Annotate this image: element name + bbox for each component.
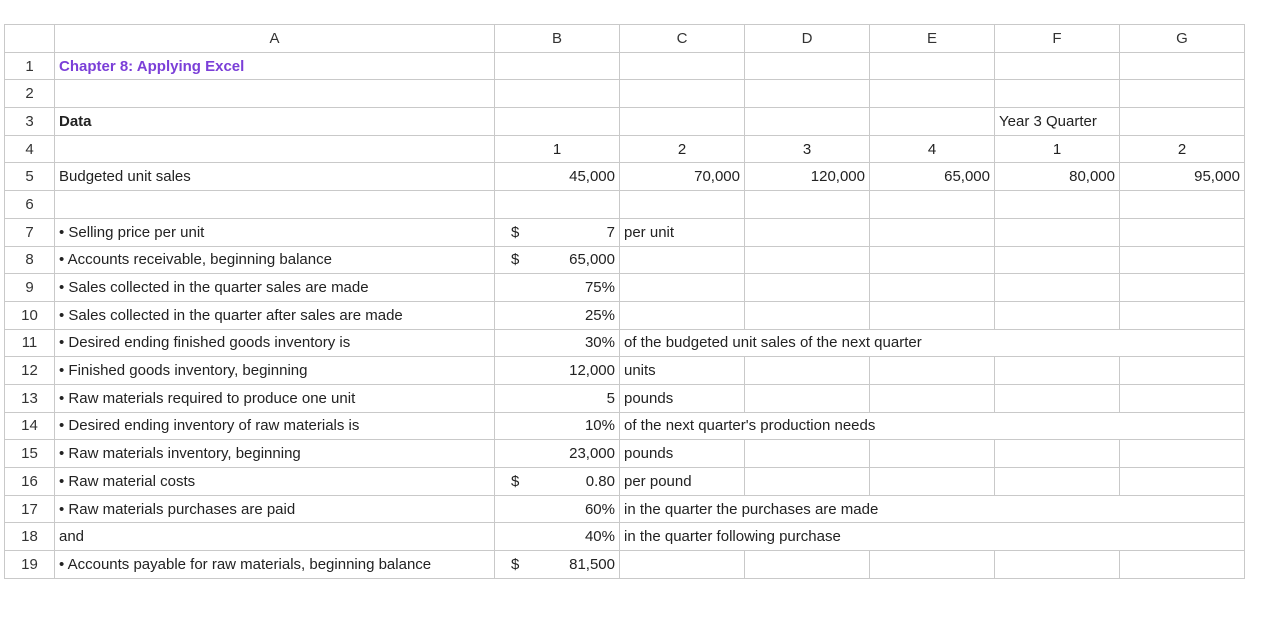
sheet-row <box>5 412 1245 440</box>
column-header-f[interactable]: F <box>995 25 1120 53</box>
cell-item-value[interactable] <box>495 551 620 579</box>
row-header[interactable]: 10 <box>5 301 55 329</box>
cell-item-label[interactable]: • Selling price per unit <box>55 218 495 246</box>
cell[interactable] <box>1120 384 1245 412</box>
cell[interactable] <box>745 440 870 468</box>
cell-budgeted-sales-value[interactable]: 45,000 <box>495 163 620 191</box>
cell[interactable] <box>745 384 870 412</box>
cell[interactable] <box>995 246 1120 274</box>
column-header-d[interactable]: D <box>745 25 870 53</box>
cell-item-value[interactable] <box>495 468 620 496</box>
cell[interactable] <box>1120 218 1245 246</box>
cell-item-value[interactable]: 75% <box>495 274 620 302</box>
item-value: 81,500 <box>569 555 615 573</box>
cell[interactable] <box>745 551 870 579</box>
sheet-row <box>5 135 1245 163</box>
cell[interactable] <box>995 80 1120 108</box>
sheet-row <box>5 301 1245 329</box>
cell[interactable] <box>55 135 495 163</box>
cell-budgeted-sales-value[interactable]: 80,000 <box>995 163 1120 191</box>
sheet-row <box>5 163 1245 191</box>
cell[interactable] <box>620 246 745 274</box>
cell[interactable] <box>745 80 870 108</box>
cell[interactable] <box>1120 274 1245 302</box>
dollar-sign: $ <box>511 223 520 241</box>
cell[interactable] <box>870 108 995 136</box>
cell-item-label[interactable]: • Raw materials purchases are paid <box>55 495 495 523</box>
corner-cell[interactable] <box>5 25 55 53</box>
cell[interactable] <box>870 440 995 468</box>
cell[interactable] <box>995 191 1120 219</box>
column-header-e[interactable]: E <box>870 25 995 53</box>
column-header-row <box>5 25 1245 53</box>
cell-item-value[interactable]: 25% <box>495 301 620 329</box>
sheet-row <box>5 440 1245 468</box>
row-header[interactable]: 12 <box>5 357 55 385</box>
sheet-row <box>5 468 1245 496</box>
cell[interactable] <box>995 384 1120 412</box>
sheet-row <box>5 523 1245 551</box>
cell[interactable] <box>995 301 1120 329</box>
cell-item-value[interactable] <box>495 218 620 246</box>
cell-item-value[interactable]: 30% <box>495 329 620 357</box>
cell[interactable] <box>995 52 1120 80</box>
cell-item-label[interactable]: • Sales collected in the quarter sales are made <box>55 274 495 302</box>
cell-quarter-number[interactable]: 2 <box>620 135 745 163</box>
item-value: 7 <box>606 223 615 241</box>
row-header[interactable]: 19 <box>5 551 55 579</box>
cell[interactable] <box>745 218 870 246</box>
cell-item-label[interactable]: • Finished goods inventory, beginning <box>55 357 495 385</box>
cell[interactable] <box>620 108 745 136</box>
cell[interactable] <box>995 218 1120 246</box>
row-header[interactable]: 18 <box>5 523 55 551</box>
row-header[interactable]: 2 <box>5 80 55 108</box>
cell[interactable] <box>495 191 620 219</box>
cell[interactable] <box>495 108 620 136</box>
spreadsheet-grid <box>4 24 1245 579</box>
cell[interactable] <box>745 301 870 329</box>
cell-item-label[interactable]: • Raw materials required to produce one unit <box>55 384 495 412</box>
cell-budgeted-sales-value[interactable]: 95,000 <box>1120 163 1245 191</box>
cell-quarter-number[interactable]: 3 <box>745 135 870 163</box>
row-header[interactable]: 16 <box>5 468 55 496</box>
cell[interactable] <box>1120 108 1245 136</box>
sheet-row <box>5 246 1245 274</box>
cell-budgeted-unit-sales-label[interactable]: Budgeted unit sales <box>55 163 495 191</box>
cell[interactable] <box>870 218 995 246</box>
cell-item-value[interactable]: 10% <box>495 412 620 440</box>
cell[interactable] <box>1120 80 1245 108</box>
column-header-a[interactable]: A <box>55 25 495 53</box>
cell-item-value[interactable]: 40% <box>495 523 620 551</box>
cell-item-value[interactable]: 5 <box>495 384 620 412</box>
cell[interactable] <box>745 357 870 385</box>
cell[interactable] <box>620 551 745 579</box>
cell[interactable] <box>1120 52 1245 80</box>
cell-budgeted-sales-value[interactable]: 65,000 <box>870 163 995 191</box>
dollar-sign: $ <box>511 472 520 490</box>
cell-item-label[interactable]: • Accounts receivable, beginning balance <box>55 246 495 274</box>
cell[interactable] <box>620 191 745 219</box>
cell-f3-year3-quarter[interactable]: Year 3 Quarter <box>995 108 1120 136</box>
sheet-row <box>5 551 1245 579</box>
cell-item-label[interactable]: and <box>55 523 495 551</box>
cell-item-label[interactable]: • Desired ending finished goods inventory is <box>55 329 495 357</box>
row-header[interactable]: 14 <box>5 412 55 440</box>
cell[interactable] <box>995 440 1120 468</box>
cell[interactable] <box>995 357 1120 385</box>
column-header-b[interactable]: B <box>495 25 620 53</box>
cell-item-note[interactable]: in the quarter the purchases are made <box>620 495 1245 523</box>
sheet-row <box>5 52 1245 80</box>
cell[interactable] <box>870 80 995 108</box>
row-header[interactable]: 5 <box>5 163 55 191</box>
cell[interactable] <box>745 52 870 80</box>
cell-item-label[interactable]: • Raw material costs <box>55 468 495 496</box>
row-header[interactable]: 3 <box>5 108 55 136</box>
cell[interactable] <box>1120 440 1245 468</box>
cell-item-note[interactable]: in the quarter following purchase <box>620 523 1245 551</box>
sheet-row <box>5 495 1245 523</box>
column-header-c[interactable]: C <box>620 25 745 53</box>
cell-item-note[interactable]: units <box>620 357 745 385</box>
sheet-row <box>5 274 1245 302</box>
cell[interactable] <box>995 551 1120 579</box>
row-header[interactable]: 7 <box>5 218 55 246</box>
cell[interactable] <box>620 52 745 80</box>
cell[interactable] <box>495 80 620 108</box>
cell-item-label[interactable]: • Sales collected in the quarter after sales are made <box>55 301 495 329</box>
cell[interactable] <box>620 80 745 108</box>
sheet-row <box>5 108 1245 136</box>
cell[interactable] <box>745 246 870 274</box>
row-header[interactable]: 9 <box>5 274 55 302</box>
row-header[interactable]: 15 <box>5 440 55 468</box>
cell-a1-title[interactable]: Chapter 8: Applying Excel <box>55 52 495 80</box>
cell-quarter-number[interactable]: 2 <box>1120 135 1245 163</box>
cell-item-value[interactable]: 23,000 <box>495 440 620 468</box>
row-header[interactable]: 11 <box>5 329 55 357</box>
cell[interactable] <box>995 468 1120 496</box>
sheet-row <box>5 329 1245 357</box>
cell[interactable] <box>495 52 620 80</box>
cell-quarter-number[interactable]: 1 <box>995 135 1120 163</box>
row-header[interactable]: 4 <box>5 135 55 163</box>
column-header-g[interactable]: G <box>1120 25 1245 53</box>
sheet-row <box>5 191 1245 219</box>
cell[interactable] <box>1120 468 1245 496</box>
dollar-sign: $ <box>511 251 520 269</box>
cell-item-label[interactable]: • Raw materials inventory, beginning <box>55 440 495 468</box>
cell[interactable] <box>745 274 870 302</box>
cell[interactable] <box>55 191 495 219</box>
cell[interactable] <box>745 191 870 219</box>
cell[interactable] <box>620 274 745 302</box>
row-header[interactable]: 13 <box>5 384 55 412</box>
cell-item-note[interactable]: per pound <box>620 468 745 496</box>
row-header[interactable]: 17 <box>5 495 55 523</box>
sheet-row <box>5 357 1245 385</box>
cell[interactable] <box>870 301 995 329</box>
cell-item-note[interactable]: of the budgeted unit sales of the next quarter <box>620 329 1245 357</box>
cell[interactable] <box>1120 357 1245 385</box>
item-value: 0.80 <box>585 472 615 490</box>
cell-budgeted-sales-value[interactable]: 120,000 <box>745 163 870 191</box>
sheet-row <box>5 218 1245 246</box>
cell[interactable] <box>870 246 995 274</box>
dollar-sign: $ <box>511 555 520 573</box>
cell[interactable] <box>55 80 495 108</box>
cell-item-value[interactable]: 12,000 <box>495 357 620 385</box>
cell-a3-data-label[interactable]: Data <box>55 108 495 136</box>
cell[interactable] <box>870 357 995 385</box>
cell-item-label[interactable]: • Accounts payable for raw materials, beginning balance <box>55 551 495 579</box>
cell[interactable] <box>1120 191 1245 219</box>
cell-item-label[interactable]: • Desired ending inventory of raw materials is <box>55 412 495 440</box>
cell-item-value[interactable] <box>495 246 620 274</box>
cell-item-note[interactable]: per unit <box>620 218 745 246</box>
sheet-row <box>5 80 1245 108</box>
item-value: 65,000 <box>569 251 615 269</box>
cell[interactable] <box>870 274 995 302</box>
cell-item-note[interactable]: of the next quarter's production needs <box>620 412 1245 440</box>
cell-quarter-number[interactable]: 4 <box>870 135 995 163</box>
row-header[interactable]: 6 <box>5 191 55 219</box>
cell-item-value[interactable]: 60% <box>495 495 620 523</box>
cell-budgeted-sales-value[interactable]: 70,000 <box>620 163 745 191</box>
cell[interactable] <box>745 468 870 496</box>
cell[interactable] <box>1120 301 1245 329</box>
cell[interactable] <box>870 191 995 219</box>
sheet-row <box>5 384 1245 412</box>
cell[interactable] <box>995 274 1120 302</box>
cell[interactable] <box>870 384 995 412</box>
cell-quarter-number[interactable]: 1 <box>495 135 620 163</box>
row-header[interactable]: 8 <box>5 246 55 274</box>
cell[interactable] <box>1120 551 1245 579</box>
cell[interactable] <box>870 551 995 579</box>
cell-item-note[interactable]: pounds <box>620 384 745 412</box>
cell[interactable] <box>870 468 995 496</box>
cell[interactable] <box>1120 246 1245 274</box>
cell[interactable] <box>745 108 870 136</box>
cell[interactable] <box>870 52 995 80</box>
row-header[interactable]: 1 <box>5 52 55 80</box>
cell[interactable] <box>620 301 745 329</box>
cell-item-note[interactable]: pounds <box>620 440 745 468</box>
